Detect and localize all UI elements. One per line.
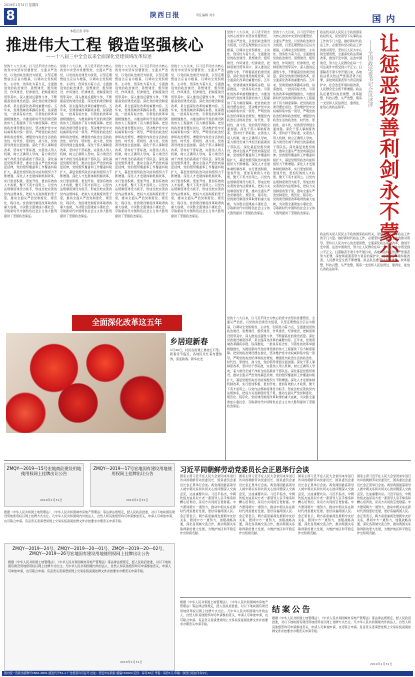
notice-date-2: 2019年1月31日 (126, 498, 149, 502)
photo-caption: 1月30日，村民在街道上悬挂红灯笼。新春佳节临近，各地民众忙着布置装饰，喜迎新春。新华社发 (170, 348, 222, 361)
lead-body-col-7: 党的十八大以来，以习近平同志为核心的党中央坚持党要管党、全面从严治党，以党的政治建设为统领，以坚定理想信念宗旨为根基，以调动全党积极性、主动性、创造性为着力点，全面推进党的政治建设、思想建设、组织建设、作风建设、纪律建设，把制度建设贯穿其中，深入推进反腐败斗争，不断提高党的建设质量。深化党的建设制度改革，是全面深化改革的重要内容。五年来，党建领域改革蹄疾步稳、纵深推进，一批具有标志性、引领性的改革举措相继推出，为推进新时代党的建设新的伟大工程提供了有力制度保障。把党的政治建设摆在首位，坚决维护党中央权威和集中统一领导，严明党的政治纪律和政治规矩，增强党内政治生活的政治性、时代性、原则性、战斗性，党的领导得到全面加强。深化干部人事制度改革，坚持好干部标准，完善选人用人机制，树立正确用人导向，着力建设忠诚干净担当的高素质干部队伍。深化基层党组织建设，推动全面从严治党向基层延伸，党的组织覆盖和工作覆盖持续扩大，基层党组织政治功能和组织力不断增强。深化人才发展体制机制改革，实行更加积极、更加开放、更加有效的人才政策，聚天下英才而用之。以党内法规制度建设为抓手，形成比较完善的党内法规体系，把权力关进制度的笼子里，推动全面从严治党制度化、规范化、程序化。党的建设制度改革取得的重大成就，为决胜全面建成小康社会、夺取新时代中国特色社会主义伟大胜利提供了坚强政治保证。 (227, 316, 315, 409)
commentary-title: 让惩恶扬善利剑永不蒙尘 (376, 33, 400, 264)
second-body-col-3: 国家主席习近平在人民大会堂同来华进行访问的朝鲜劳动党委员长、国务委员会委员长金正恩举行会谈。两党两国最高领导人就中朝关系和共同关心的问题深入交换意见，达成重要共识。习近平指出，中朝传统友谊是双方老一辈领导人亲手缔造和精心培育的，是双方共同的宝贵财富。中方愿同朝方一道努力，推动中朝关系在新时代得到更好发展，更好造福两国人民。金正恩表示，朝方高度重视发展朝中友好关系，愿同中方一道努力，加强战略沟通，深化各领域交流合作，推动两国关系取得新的更大发展，为维护地区和平稳定作出积极贡献。 (298, 474, 354, 536)
column-divider (317, 30, 318, 460)
lead-subtitle: ——十八届三中全会以来全面深化党建领域改革综述 (46, 55, 152, 60)
notice-body-4: 根据《中华人民共和国土地管理法》、《中华人民共和国城市房地产管理法》等法律法规规定，经人民政府批准，对以下地块国有建设用地使用权以网上挂牌方式出让。凡中华人民共和国境内外的法人、自然人和其他组织均可申请参加竞买，申请人可单独申请，也可联合申请。有意竞买者请登录网上交易系统查阅挂牌文件并按要求办理竞买申请手续。 (180, 600, 268, 627)
notice-title-4: 结案公告 (272, 605, 312, 614)
notice-date-3: 2019年1月31日 (120, 660, 143, 664)
series-banner: 全面深化改革这五年 (72, 315, 182, 331)
second-body-col-4: 国家主席习近平在人民大会堂同来华进行访问的朝鲜劳动党委员长、国务委员会委员长金正恩举行会谈。两党两国最高领导人就中朝关系和共同关心的问题深入交换意见，达成重要共识。习近平指出，中朝传统友谊是双方老一辈领导人亲手缔造和精心培育的，是双方共同的宝贵财富。中方愿同朝方一道努力，推动中朝关系在新时代得到更好发展，更好造福两国人民。金正恩表示，朝方高度重视发展朝中友好关系，愿同中方一道努力，加强战略沟通，深化各领域交流合作，推动两国关系取得新的更大发展，为维护地区和平稳定作出积极贡献。 (357, 474, 411, 536)
commentary-subtitle: ——全国政法委书记会议述评 (367, 40, 373, 108)
notice-body-5: 根据《中华人民共和国土地管理法》、《中华人民共和国城市房地产管理法》等法律法规规定，经人民政府批准，对以下地块国有建设用地使用权以网上挂牌方式出让。凡中华人民共和国境内外的法人、自然人和其他组织均可申请参加竞买，申请人可单独申请，也可联合申请。有意竞买者请登录网上交易系统查阅挂牌文件并按要求办理竞买申请手续。 (272, 616, 411, 634)
notice-date-1: 2019年1月31日 (40, 498, 63, 502)
lead-body-col-6: 党的十八大以来，以习近平同志为核心的党中央坚持党要管党、全面从严治党，以党的政治建设为统领，以坚定理想信念宗旨为根基，以调动全党积极性、主动性、创造性为着力点，全面推进党的政治建设、思想建设、组织建设、作风建设、纪律建设，把制度建设贯穿其中，深入推进反腐败斗争，不断提高党的建设质量。深化党的建设制度改革，是全面深化改革的重要内容。五年来，党建领域改革蹄疾步稳、纵深推进，一批具有标志性、引领性的改革举措相继推出，为推进新时代党的建设新的伟大工程提供了有力制度保障。把党的政治建设摆在首位，坚决维护党中央权威和集中统一领导，严明党的政治纪律和政治规矩，增强党内政治生活的政治性、时代性、原则性、战斗性，党的领导得到全面加强。深化干部人事制度改革，坚持好干部标准，完善选人用人机制，树立正确用人导向，着力建设忠诚干净担当的高素质干部队伍。深化基层党组织建设，推动全面从严治党向基层延伸，党的组织覆盖和工作覆盖持续扩大，基层党组织政治功能和组织力不断增强。深化人才发展体制机制改革，实行更加积极、更加开放、更加有效的人才政策，聚天下英才而用之。以党内法规制度建设为抓手，形成比较完善的党内法规体系，把权力关进制度的笼子里，推动全面从严治党制度化、规范化、程序化。党的建设制度改革取得的重大成就，为决胜全面建成小康社会、夺取新时代中国特色社会主义伟大胜利提供了坚强政治保证。 (273, 30, 315, 215)
date-line: 2019年1月31日 星期四 (4, 3, 39, 7)
photo-title: 乡居迎新春 (170, 337, 208, 346)
notice-date-4: 2019年1月31日 (370, 662, 393, 666)
lead-body-col-1: 党的十八大以来，以习近平同志为核心的党中央坚持党要管党、全面从严治党，以党的政治建设为统领，以坚定理想信念宗旨为根基，以调动全党积极性、主动性、创造性为着力点，全面推进党的政治建设、思想建设、组织建设、作风建设、纪律建设，把制度建设贯穿其中，深入推进反腐败斗争，不断提高党的建设质量。深化党的建设制度改革，是全面深化改革的重要内容。五年来，党建领域改革蹄疾步稳、纵深推进，一批具有标志性、引领性的改革举措相继推出，为推进新时代党的建设新的伟大工程提供了有力制度保障。把党的政治建设摆在首位，坚决维护党中央权威和集中统一领导，严明党的政治纪律和政治规矩，增强党内政治生活的政治性、时代性、原则性、战斗性，党的领导得到全面加强。深化干部人事制度改革，坚持好干部标准，完善选人用人机制，树立正确用人导向，着力建设忠诚干净担当的高素质干部队伍。深化基层党组织建设，推动全面从严治党向基层延伸，党的组织覆盖和工作覆盖持续扩大，基层党组织政治功能和组织力不断增强。深化人才发展体制机制改革，实行更加积极、更加开放、更加有效的人才政策，聚天下英才而用之。以党内法规制度建设为抓手，形成比较完善的党内法规体系，把权力关进制度的笼子里，推动全面从严治党制度化、规范化、程序化。党的建设制度改革取得的重大成就，为决胜全面建成小康社会、夺取新时代中国特色社会主义伟大胜利提供了坚强政治保证。 (4, 64, 57, 218)
lead-body-col-4: 党的十八大以来，以习近平同志为核心的党中央坚持党要管党、全面从严治党，以党的政治建设为统领，以坚定理想信念宗旨为根基，以调动全党积极性、主动性、创造性为着力点，全面推进党的政治建设、思想建设、组织建设、作风建设、纪律建设，把制度建设贯穿其中，深入推进反腐败斗争，不断提高党的建设质量。深化党的建设制度改革，是全面深化改革的重要内容。五年来，党建领域改革蹄疾步稳、纵深推进，一批具有标志性、引领性的改革举措相继推出，为推进新时代党的建设新的伟大工程提供了有力制度保障。把党的政治建设摆在首位，坚决维护党中央权威和集中统一领导，严明党的政治纪律和政治规矩，增强党内政治生活的政治性、时代性、原则性、战斗性，党的领导得到全面加强。深化干部人事制度改革，坚持好干部标准，完善选人用人机制，树立正确用人导向，着力建设忠诚干净担当的高素质干部队伍。深化基层党组织建设，推动全面从严治党向基层延伸，党的组织覆盖和工作覆盖持续扩大，基层党组织政治功能和组织力不断增强。深化人才发展体制机制改革，实行更加积极、更加开放、更加有效的人才政策，聚天下英才而用之。以党内法规制度建设为抓手，形成比较完善的党内法规体系，把权力关进制度的笼子里，推动全面从严治党制度化、规范化、程序化。党的建设制度改革取得的重大成就，为决胜全面建成小康社会、夺取新时代中国特色社会主义伟大胜利提供了坚强政治保证。 (171, 64, 224, 218)
notice-divider (180, 597, 411, 598)
lanterns-photo (6, 333, 166, 433)
notice-title-1: ZMQY—2019—15号宏地商砼建设用地使用权网上挂牌出让公告 (6, 466, 82, 476)
second-body-col-2: 国家主席习近平在人民大会堂同来华进行访问的朝鲜劳动党委员长、国务委员会委员长金正恩举行会谈。两党两国最高领导人就中朝关系和共同关心的问题深入交换意见，达成重要共识。习近平指出，中朝传统友谊是双方老一辈领导人亲手缔造和精心培育的，是双方共同的宝贵财富。中方愿同朝方一道努力，推动中朝关系在新时代得到更好发展，更好造福两国人民。金正恩表示，朝方高度重视发展朝中友好关系，愿同中方一道努力，加强战略沟通，深化各领域交流合作，推动两国关系取得新的更大发展，为维护地区和平稳定作出积极贡献。 (239, 474, 295, 536)
notice-title-2: ZMQY—2019—17号宏地国有建设用地使用权网上挂牌出让公告 (93, 466, 172, 476)
page-number: 8 (5, 9, 16, 24)
page-footer: 国内统一连续出版物号CN61-0001 邮发代号51-1 广告经营许可证号 社址：西安市东新街 邮编710004 定价：每月30元 零售：每份1元 印刷：陕西日报社印务中心 (2, 671, 413, 676)
section-name: 国内 (372, 15, 401, 25)
lead-title: 推进伟大工程 锻造坚强核心 (6, 35, 204, 54)
page-header-bar (0, 7, 415, 27)
second-body-col-1: 国家主席习近平在人民大会堂同来华进行访问的朝鲜劳动党委员长、国务委员会委员长金正恩举行会谈。两党两国最高领导人就中朝关系和共同关心的问题深入交换意见，达成重要共识。习近平指出，中朝传统友谊是双方老一辈领导人亲手缔造和精心培育的，是双方共同的宝贵财富。中方愿同朝方一道努力，推动中朝关系在新时代得到更好发展，更好造福两国人民。金正恩表示，朝方高度重视发展朝中友好关系，愿同中方一道努力，加强战略沟通，深化各领域交流合作，推动两国关系取得新的更大发展，为维护地区和平稳定作出积极贡献。 (180, 474, 236, 536)
editor-credit: 责任编辑 刘丰 (196, 13, 215, 17)
lead-body-col-5: 党的十八大以来，以习近平同志为核心的党中央坚持党要管党、全面从严治党，以党的政治建设为统领，以坚定理想信念宗旨为根基，以调动全党积极性、主动性、创造性为着力点，全面推进党的政治建设、思想建设、组织建设、作风建设、纪律建设，把制度建设贯穿其中，深入推进反腐败斗争，不断提高党的建设质量。深化党的建设制度改革，是全面深化改革的重要内容。五年来，党建领域改革蹄疾步稳、纵深推进，一批具有标志性、引领性的改革举措相继推出，为推进新时代党的建设新的伟大工程提供了有力制度保障。把党的政治建设摆在首位，坚决维护党中央权威和集中统一领导，严明党的政治纪律和政治规矩，增强党内政治生活的政治性、时代性、原则性、战斗性，党的领导得到全面加强。深化干部人事制度改革，坚持好干部标准，完善选人用人机制，树立正确用人导向，着力建设忠诚干净担当的高素质干部队伍。深化基层党组织建设，推动全面从严治党向基层延伸，党的组织覆盖和工作覆盖持续扩大，基层党组织政治功能和组织力不断增强。深化人才发展体制机制改革，实行更加积极、更加开放、更加有效的人才政策，聚天下英才而用之。以党内法规制度建设为抓手，形成比较完善的党内法规体系，把权力关进制度的笼子里，推动全面从严治党制度化、规范化、程序化。党的建设制度改革取得的重大成就，为决胜全面建成小康社会、夺取新时代中国特色社会主义伟大胜利提供了坚强政治保证。 (227, 30, 270, 215)
notice-body-3: 根据《中华人民共和国土地管理法》、《中华人民共和国城市房地产管理法》等法律法规规定，经人民政府批准，对以下地块国有建设用地使用权以网上挂牌方式出让。凡中华人民共和国境内外的法人、自然人和其他组织均可申请参加竞买，申请人可单独申请，也可联合申请。有意竞买者请登录网上交易系统查阅挂牌文件并按要求办理竞买申请手续。 (8, 560, 171, 573)
column-divider (225, 30, 226, 460)
notice-body-1: 根据《中华人民共和国土地管理法》、《中华人民共和国城市房地产管理法》等法律法规规定，经人民政府批准，对以下地块国有建设用地使用权以网上挂牌方式出让。凡中华人民共和国境内外的法人、自然人和其他组织均可申请参加竞买，申请人可单独申请，也可联合申请。有意竞买者请登录网上交易系统查阅挂牌文件并按要求办理竞买申请手续。 (4, 510, 175, 523)
commentary-body-col-2: 政法机关是人民民主专政的国家政权机关，是党领导下从事政法工作的专门力量。做好新时代政法工作，必须坚持党对政法工作的绝对领导，坚持以人民为中心的发展思想，全面深化政法领域改革，推进平安中国、法治中国建设，努力让人民群众在每一个司法案件中感受到公平正义。扫黑除恶专项斗争开展以来，各地政法机关依法严惩黑恶势力犯罪，深挖彻查黑恶势力背后的保护伞，社会治安环境持续改善，人民群众安全感不断增强。政法队伍要坚持政治建警、改革强警、科技兴警、从严治警，锻造一支党和人民信得过、靠得住、能放心的政法铁军。 (320, 232, 410, 272)
second-article-title: 习近平同朝鲜劳动党委员长会正恩举行会谈 (180, 466, 310, 474)
notice-title-3: ZMQY—2019—24号、ZMQY—2019—20—01号、ZMQY—2019—20—02号、ZMQY—2019—26号宏地国有建设用地使用权网上挂牌出让公告 (12, 546, 167, 556)
section-divider (4, 460, 411, 461)
commentary-body-col-1: 政法机关是人民民主专政的国家政权机关，是党领导下从事政法工作的专门力量。做好新时代政法工作，必须坚持党对政法工作的绝对领导，坚持以人民为中心的发展思想，全面深化政法领域改革，推进平安中国、法治中国建设，努力让人民群众在每一个司法案件中感受到公平正义。扫黑除恶专项斗争开展以来，各地政法机关依法严惩黑恶势力犯罪，深挖彻查黑恶势力背后的保护伞，社会治安环境持续改善，人民群众安全感不断增强。政法队伍要坚持政治建警、改革强警、科技兴警、从严治警，锻造一支党和人民信得过、靠得住、能放心的政法铁军。 (320, 30, 362, 109)
lead-author: 本报记者 李华 (70, 29, 89, 33)
lead-body-col-2: 党的十八大以来，以习近平同志为核心的党中央坚持党要管党、全面从严治党，以党的政治建设为统领，以坚定理想信念宗旨为根基，以调动全党积极性、主动性、创造性为着力点，全面推进党的政治建设、思想建设、组织建设、作风建设、纪律建设，把制度建设贯穿其中，深入推进反腐败斗争，不断提高党的建设质量。深化党的建设制度改革，是全面深化改革的重要内容。五年来，党建领域改革蹄疾步稳、纵深推进，一批具有标志性、引领性的改革举措相继推出，为推进新时代党的建设新的伟大工程提供了有力制度保障。把党的政治建设摆在首位，坚决维护党中央权威和集中统一领导，严明党的政治纪律和政治规矩，增强党内政治生活的政治性、时代性、原则性、战斗性，党的领导得到全面加强。深化干部人事制度改革，坚持好干部标准，完善选人用人机制，树立正确用人导向，着力建设忠诚干净担当的高素质干部队伍。深化基层党组织建设，推动全面从严治党向基层延伸，党的组织覆盖和工作覆盖持续扩大，基层党组织政治功能和组织力不断增强。深化人才发展体制机制改革，实行更加积极、更加开放、更加有效的人才政策，聚天下英才而用之。以党内法规制度建设为抓手，形成比较完善的党内法规体系，把权力关进制度的笼子里，推动全面从严治党制度化、规范化、程序化。党的建设制度改革取得的重大成就，为决胜全面建成小康社会、夺取新时代中国特色社会主义伟大胜利提供了坚强政治保证。 (60, 64, 112, 218)
masthead: 陕西日报 (150, 11, 180, 19)
lead-body-col-3: 党的十八大以来，以习近平同志为核心的党中央坚持党要管党、全面从严治党，以党的政治建设为统领，以坚定理想信念宗旨为根基，以调动全党积极性、主动性、创造性为着力点，全面推进党的政治建设、思想建设、组织建设、作风建设、纪律建设，把制度建设贯穿其中，深入推进反腐败斗争，不断提高党的建设质量。深化党的建设制度改革，是全面深化改革的重要内容。五年来，党建领域改革蹄疾步稳、纵深推进，一批具有标志性、引领性的改革举措相继推出，为推进新时代党的建设新的伟大工程提供了有力制度保障。把党的政治建设摆在首位，坚决维护党中央权威和集中统一领导，严明党的政治纪律和政治规矩，增强党内政治生活的政治性、时代性、原则性、战斗性，党的领导得到全面加强。深化干部人事制度改革，坚持好干部标准，完善选人用人机制，树立正确用人导向，着力建设忠诚干净担当的高素质干部队伍。深化基层党组织建设，推动全面从严治党向基层延伸，党的组织覆盖和工作覆盖持续扩大，基层党组织政治功能和组织力不断增强。深化人才发展体制机制改革，实行更加积极、更加开放、更加有效的人才政策，聚天下英才而用之。以党内法规制度建设为抓手，形成比较完善的党内法规体系，把权力关进制度的笼子里，推动全面从严治党制度化、规范化、程序化。党的建设制度改革取得的重大成就，为决胜全面建成小康社会、夺取新时代中国特色社会主义伟大胜利提供了坚强政治保证。 (115, 64, 168, 218)
